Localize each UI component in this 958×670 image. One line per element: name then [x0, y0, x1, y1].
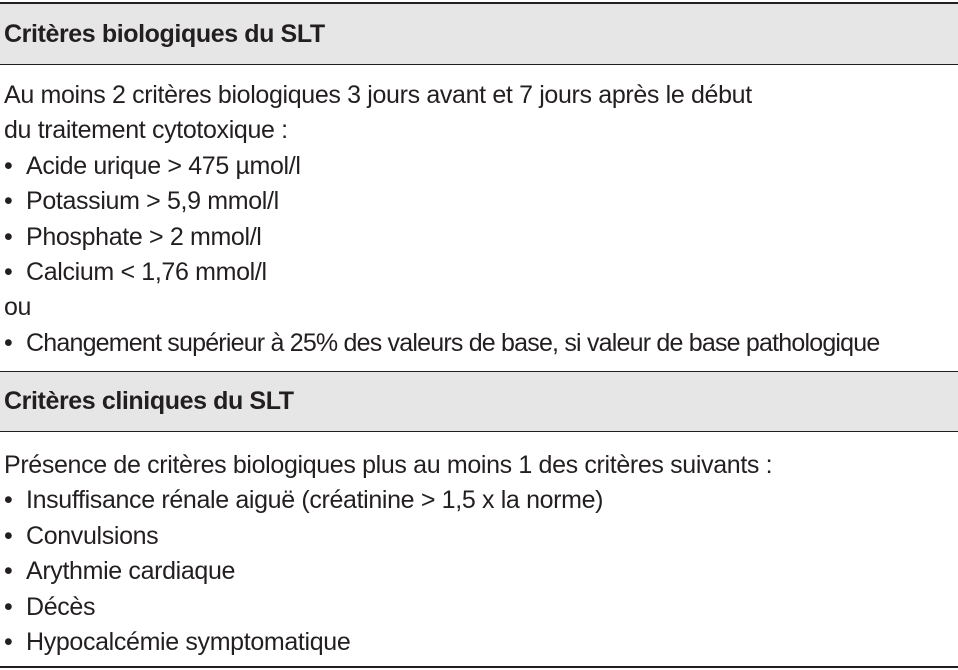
bullet-icon: • [4, 151, 13, 180]
list-item-text: Convulsions [26, 521, 159, 550]
bullet-icon: • [4, 627, 13, 656]
section-title-biological: Critères biologiques du SLT [4, 19, 325, 48]
bottom-rule [0, 666, 958, 668]
list-item-text: Calcium < 1,76 mmol/l [26, 257, 267, 286]
bullet-icon: • [4, 592, 13, 621]
bullet-icon: • [4, 328, 13, 357]
list-item-text: Insuffisance rénale aiguë (créatinine > 1,5 x la norme) [26, 486, 604, 515]
bullet-icon: • [4, 557, 13, 586]
intro-line: du traitement cytotoxique : [4, 116, 288, 145]
list-item [4, 590, 954, 625]
list-item-text: Potassium > 5,9 mmol/l [26, 187, 279, 216]
list-item-text: Décès [26, 592, 96, 621]
intro-line: Présence de critères biologiques plus au moins 1 des critères suivants : [4, 451, 773, 479]
bullet-icon: • [4, 521, 13, 550]
list-item-text: Hypocalcémie symptomatique [26, 627, 351, 656]
header-rule-biological [0, 64, 958, 65]
section-header-clinical [0, 372, 958, 431]
list-item [4, 519, 954, 554]
connector-text: ou [4, 293, 32, 322]
list-item [4, 184, 954, 219]
list-item-text: Acide urique > 475 µmol/l [26, 151, 301, 180]
section-body-biological [4, 78, 954, 361]
bullet-icon: • [4, 257, 13, 286]
intro-line: Au moins 2 critères biologiques 3 jours avant et 7 jours après le début [4, 81, 752, 109]
bullet-icon: • [4, 187, 13, 216]
section-header-biological [0, 4, 958, 64]
list-item [4, 220, 954, 255]
list-item [4, 255, 954, 290]
list-item-text: Arythmie cardiaque [26, 557, 236, 586]
section-title-clinical: Critères cliniques du SLT [4, 387, 294, 415]
bullet-icon: • [4, 222, 13, 251]
list-item [4, 483, 954, 518]
list-item [4, 326, 954, 361]
list-item-text: Changement supérieur à 25% des valeurs de base, si valeur de base pathologique [26, 328, 880, 357]
bullet-icon: • [4, 486, 13, 515]
list-item [4, 149, 954, 184]
list-item-text: Phosphate > 2 mmol/l [26, 222, 262, 251]
header-rule-clinical [0, 431, 958, 432]
list-item [4, 625, 954, 660]
list-item [4, 554, 954, 589]
section-body-clinical [4, 448, 954, 660]
